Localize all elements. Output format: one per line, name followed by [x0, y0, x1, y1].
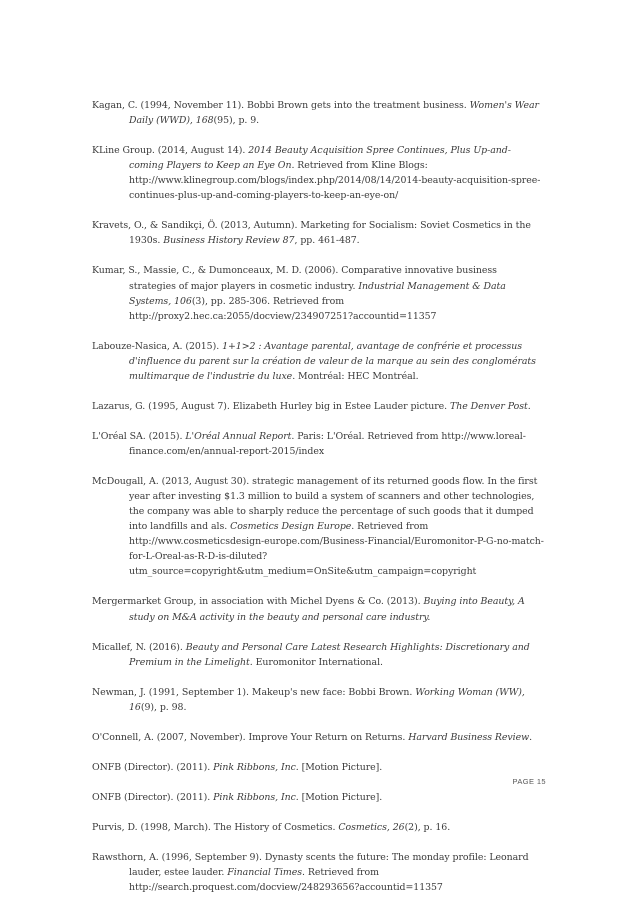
reference-italic-segment: Working Woman (WW), 16 [129, 686, 525, 713]
reference-text-segment: Newman, J. (1991, September 1). Makeup's new face: Bobbi Brown. [92, 686, 416, 698]
reference-text-segment: . [529, 731, 533, 743]
reference-text-segment: ONFB (Director). (2011). [92, 761, 214, 773]
reference-italic-segment: Harvard Business Review [408, 731, 530, 743]
reference-text-segment: Lazarus, G. (1995, August 7). Elizabeth Hurley big in Estee Lauder picture. [92, 400, 451, 412]
reference-text-segment: . Retrieved from http://www.cosmeticsdesign-europe.com/Business-Financial/Euromonitor-P-G-no-match-for-L-Oreal-as-R-D-is-diluted?utm_source=copyright&utm_medium=OnSite&utm_campaign=copyright [129, 521, 544, 578]
reference-italic-segment: Cosmetics, 26 [338, 821, 405, 833]
reference-text-segment: [Motion Picture]. [298, 791, 383, 803]
reference-text-segment: L'Oréal SA. (2015). [92, 430, 186, 442]
reference-text-segment: . Montréal: HEC Montréal. [292, 370, 419, 382]
reference-text-segment: [Motion Picture]. [298, 761, 383, 773]
reference-italic-segment: The Denver Post [450, 400, 528, 412]
reference-entry [92, 640, 544, 670]
page-number: PAGE 15 [512, 777, 546, 786]
reference-text-segment: Kravets, O., & Sandikçi, Ö. (2013, Autumn). Marketing for Socialism: Soviet Cosmetics in the 1930s. [92, 220, 531, 247]
reference-entry [92, 594, 544, 624]
reference-text-segment: Micallef, N. (2016). [92, 641, 186, 653]
reference-text-segment: . [527, 400, 531, 412]
reference-entry [92, 790, 544, 805]
reference-text-segment: McDougall, A. (2013, August 30). strategic management of its returned goods flow. In the first year after investing $1.3 million to build a system of scanners and other technologies, the company was able to sharply reduce the percentage of such goods that it dumped into landfills and als. [92, 475, 538, 533]
reference-entry [92, 760, 544, 775]
reference-italic-segment: Financial Times [227, 866, 303, 878]
reference-text-segment: KLine Group. (2014, August 14). [92, 145, 249, 157]
reference-entry [92, 339, 544, 384]
reference-italic-segment: Cosmetics Design Europe [230, 521, 352, 533]
reference-text-segment: Kumar, S., Massie, C., & Dumonceaux, M. D. (2006). Comparative innovative business strategies of major players in cosmetic industry. [92, 265, 497, 292]
reference-italic-segment: Pink Ribbons, Inc. [213, 761, 299, 773]
reference-entry [92, 820, 544, 835]
reference-italic-segment: L'Oréal Annual Report [185, 430, 292, 442]
reference-text-segment: Mergermarket Group, in association with Michel Dyens & Co. (2013). [92, 596, 424, 608]
reference-text-segment: , pp. 461-487. [294, 235, 360, 247]
reference-italic-segment: Industrial Management & Data Systems, 106 [129, 280, 506, 307]
reference-text-segment: (3), pp. 285-306. Retrieved from http://proxy2.hec.ca:2055/docview/234907251?accountid=11357 [129, 295, 437, 322]
reference-text-segment: . Retrieved from http://search.proquest.com/docview/248293656?accountid=11357 [129, 866, 443, 893]
reference-italic-segment: Beauty and Personal Care Latest Research Highlights: Discretionary and Premium in the Limelight [129, 641, 530, 668]
reference-text-segment: Kagan, C. (1994, November 11). Bobbi Brown gets into the treatment business. [92, 100, 470, 111]
reference-text-segment: O'Connell, A. (2007, November). Improve Your Return on Returns. [92, 731, 409, 743]
reference-italic-segment: Buying into Beauty, A study on M&A activity in the beauty and personal care industry. [129, 596, 525, 623]
reference-text-segment: . Euromonitor International. [249, 656, 383, 668]
reference-italic-segment: 2014 Beauty Acquisition Spree Continues, Plus Up-and-coming Players to Keep an Eye On [129, 145, 511, 172]
reference-entry [92, 98, 544, 128]
reference-text-segment: Purvis, D. (1998, March). The History of Cosmetics. [92, 821, 339, 833]
reference-text-segment: (9), p. 98. [140, 701, 187, 713]
reference-italic-segment: Business History Review 87 [163, 235, 295, 247]
reference-text-segment: ONFB (Director). (2011). [92, 791, 214, 803]
reference-entry [92, 429, 544, 459]
reference-italic-segment: Pink Ribbons, Inc. [213, 791, 299, 803]
reference-entry [92, 143, 544, 203]
reference-entry [92, 263, 544, 323]
reference-text-segment: . Retrieved from Kline Blogs: http://www.klinegroup.com/blogs/index.php/2014/08/14/2014-beauty-acquisition-spree-continues-plus-up-and-coming-players-to-keep-an-eye-on/ [129, 160, 541, 202]
reference-entry [92, 399, 544, 414]
reference-text-segment: (2), p. 16. [404, 821, 451, 833]
reference-italic-segment: Women's Wear Daily (WWD), 168 [129, 100, 539, 127]
reference-entry [92, 850, 544, 895]
reference-text-segment: Rawsthorn, A. (1996, September 9). Dynasty scents the future: The monday profile: Leonard lauder, estee lauder. [92, 851, 529, 878]
reference-text-segment: . Paris: L'Oréal. Retrieved from http://www.loreal-finance.com/en/annual-report-2015/index [129, 430, 526, 457]
reference-text-segment: Labouze-Nasica, A. (2015). [92, 340, 223, 352]
reference-list [92, 98, 544, 910]
reference-text-segment: (95), p. 9. [213, 115, 260, 127]
reference-italic-segment: 1+1>2 : Avantage parental, avantage de confrérie et processus d'influence du parent sur la création de valeur de la marque au sein des conglomérats multimarque de l'industrie du luxe [129, 340, 536, 382]
reference-entry [92, 474, 544, 580]
reference-entry [92, 218, 544, 248]
reference-entry [92, 730, 544, 745]
reference-entry [92, 685, 544, 715]
